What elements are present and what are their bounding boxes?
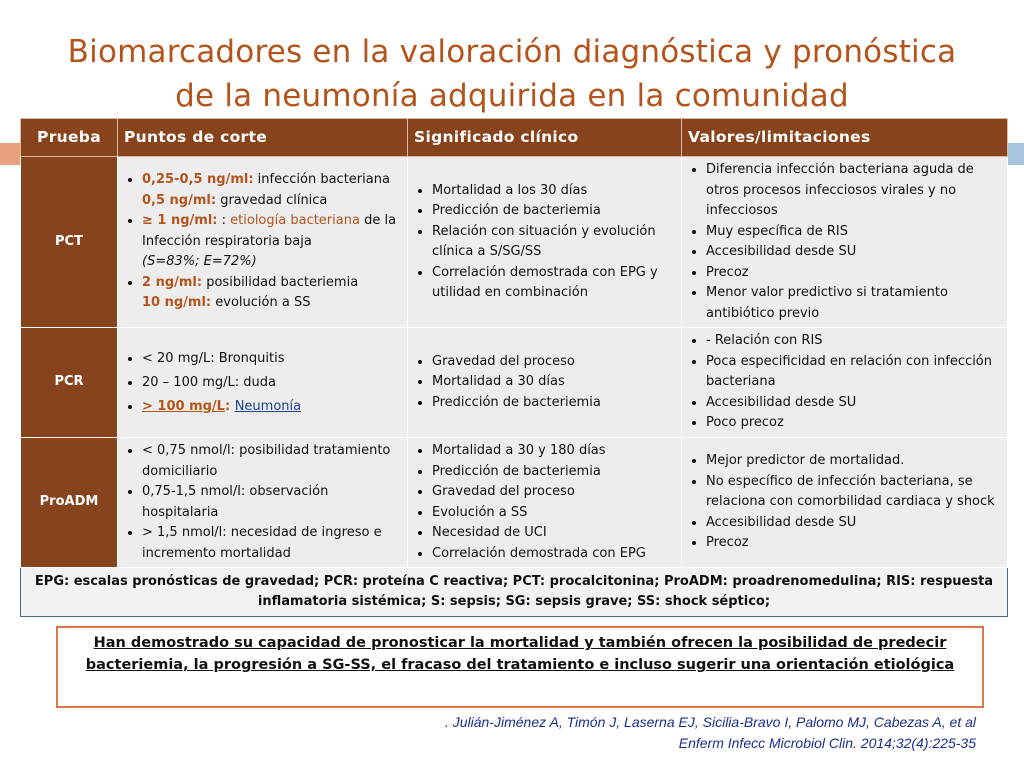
list-item: • Relación con situación y evolución clínica a S/SG/SS (432, 222, 677, 263)
citation (445, 712, 976, 754)
title-line-1: Biomarcadores en la valoración diagnóstica y pronóstica (67, 34, 957, 70)
list-item: • Diferencia infección bacteriana aguda de otros procesos infecciosos virales y no infecciosos (706, 160, 1003, 222)
table-row-pct (21, 157, 1008, 328)
cut-text: evolución a SS (211, 295, 311, 311)
list-item: • - Relación con RIS (706, 331, 1003, 352)
list-item: • > 1,5 nmol/l: necesidad de ingreso e incremento mortalidad (142, 523, 403, 564)
cell-pcr-sig (408, 328, 682, 438)
list-item: • Gravedad del proceso (432, 482, 677, 503)
list-item: • < 20 mg/L: Bronquitis (142, 347, 403, 371)
cut-highlight: etiología bacteriana (230, 213, 360, 229)
list-item: • Mortalidad a 30 y 180 días (432, 441, 677, 462)
cut-value: 0,5 ng/ml: (142, 192, 217, 208)
slide-title (0, 30, 1024, 118)
list-item (142, 395, 403, 419)
list-item (142, 211, 403, 273)
list-item: • Precoz (706, 263, 1003, 284)
table-row-proadm (21, 438, 1008, 568)
list-item: • Mejor predictor de mortalidad. (706, 451, 1003, 472)
cut-text: : (217, 213, 231, 229)
cut-highlight: Neumonía (234, 398, 302, 414)
list-item: • Poca especificidad en relación con infección bacteriana (706, 352, 1003, 393)
header-prueba: Prueba (21, 119, 118, 157)
cut-text: posibilidad bacteriemia (202, 274, 359, 290)
cell-pcr-val (682, 328, 1008, 438)
cut-text: de la Infección respiratoria baja (142, 213, 397, 249)
cell-pcr-cut (118, 328, 408, 438)
list-item: • Mortalidad a los 30 días (432, 181, 677, 202)
cut-value: 10 ng/ml: (142, 295, 212, 311)
citation-line-2: Enferm Infecc Microbiol Clin. 2014;32(4):225-35 (678, 735, 976, 751)
list-item: • < 0,75 nmol/l: posibilidad tratamiento domiciliario (142, 441, 403, 482)
table-header-row (21, 119, 1008, 157)
list-item (142, 170, 403, 211)
list-item: • Mortalidad a 30 días (432, 372, 677, 393)
list-item: • Muy específica de RIS (706, 222, 1003, 243)
table-footnote-row (21, 568, 1008, 617)
cell-pct-sig (408, 157, 682, 328)
biomarkers-table (20, 118, 1008, 617)
list-item: • Predicción de bacteriemia (432, 201, 677, 222)
list-item: • Poco precoz (706, 413, 1003, 434)
cut-text: gravedad clínica (216, 192, 328, 208)
header-valores-limitaciones: Valores/limitaciones (682, 119, 1008, 157)
header-significado-clinico: Significado clínico (408, 119, 682, 157)
list-item: • 0,75-1,5 nmol/l: observación hospitalaria (142, 482, 403, 523)
row-label-pct: PCT (21, 157, 118, 328)
cell-proadm-val (682, 438, 1008, 568)
list-item: • Necesidad de UCI (432, 523, 677, 544)
list-item: • Predicción de bacteriemia (432, 462, 677, 483)
list-item: • Accesibilidad desde SU (706, 393, 1003, 414)
title-line-2: de la neumonía adquirida en la comunidad (175, 78, 849, 114)
abbreviations-footnote: EPG: escalas pronósticas de gravedad; PCR: proteína C reactiva; PCT: procalcitonina; ProADM: proadrenomedulina; RIS: respuesta inflamatoria sistémica; S: sepsis; SG: sepsis grave; SS: shock séptico; (21, 568, 1008, 617)
decorative-block-left (0, 143, 20, 165)
cut-value: ≥ 1 ng/ml: (142, 213, 218, 229)
list-item: • Predicción de bacteriemia (432, 393, 677, 414)
callout-line-2: bacteriemia, la progresión a SG-SS, el fracaso del tratamiento e incluso sugerir una orientación etiológica (85, 657, 955, 673)
list-item: • Correlación demostrada con EPG (432, 544, 677, 565)
cut-value: 0,25-0,5 ng/ml: (142, 172, 254, 188)
row-label-proadm: ProADM (21, 438, 118, 568)
row-label-pcr: PCR (21, 328, 118, 438)
callout-line-1: Han demostrado su capacidad de pronosticar la mortalidad y también ofrecen la posibilidad de predecir (93, 635, 947, 651)
list-item: • Gravedad del proceso (432, 352, 677, 373)
list-item: • Menor valor predictivo si tratamiento antibiótico previo (706, 283, 1003, 324)
list-item: • Evolución a SS (432, 503, 677, 524)
cell-proadm-cut (118, 438, 408, 568)
cell-pct-cut (118, 157, 408, 328)
cut-separator: : (224, 398, 235, 414)
cell-proadm-sig (408, 438, 682, 568)
cut-value: > 100 mg/L (142, 398, 225, 414)
list-item: • No específico de infección bacteriana, se relaciona con comorbilidad cardiaca y shock (706, 472, 1003, 513)
list-item: • Accesibilidad desde SU (706, 242, 1003, 263)
list-item (142, 273, 403, 314)
header-puntos-de-corte: Puntos de corte (118, 119, 408, 157)
cut-stats: (S=83%; E=72%) (142, 254, 257, 270)
cut-text: infección bacteriana (253, 172, 390, 188)
cell-pct-val (682, 157, 1008, 328)
cut-value: 2 ng/ml: (142, 274, 203, 290)
citation-line-1: . Julián-Jiménez A, Timón J, Laserna EJ, Sicilia-Bravo I, Palomo MJ, Cabezas A, et al (444, 714, 976, 730)
list-item: • Accesibilidad desde SU (706, 513, 1003, 534)
table-row-pcr (21, 328, 1008, 438)
list-item: • Correlación demostrada con EPG y utilidad en combinación (432, 263, 677, 304)
summary-callout (56, 626, 984, 708)
list-item: • Precoz (706, 533, 1003, 554)
list-item: • 20 – 100 mg/L: duda (142, 371, 403, 395)
